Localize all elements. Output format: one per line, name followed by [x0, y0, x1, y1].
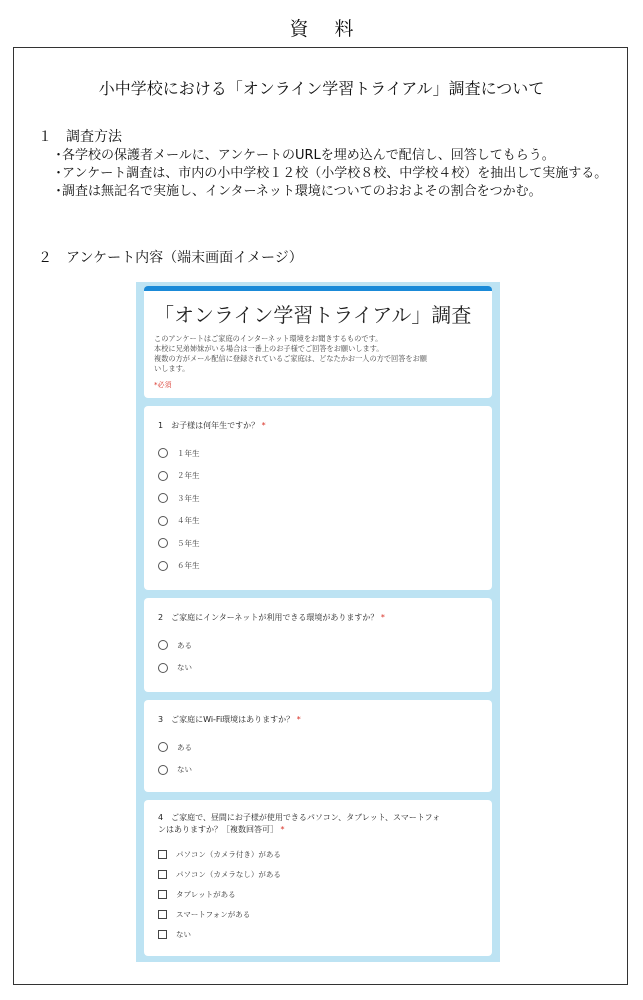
- form-header-card: [144, 286, 492, 398]
- question-title: 4 ご家庭で、昼間にお子様が使用できるパソコン、タブレット、スマートフォ ンはありますか？［複数回答可］ *: [158, 813, 441, 834]
- required-note: *必須: [154, 381, 172, 389]
- radio-option[interactable]: ない: [158, 759, 478, 782]
- section2-title: ２ アンケート内容（端末画面イメージ）: [38, 250, 303, 266]
- radio-option[interactable]: ある: [158, 634, 478, 657]
- radio-button[interactable]: [158, 448, 168, 458]
- radio-option[interactable]: ある: [158, 736, 478, 759]
- checkbox[interactable]: [158, 930, 167, 939]
- survey-form-image: [136, 282, 500, 962]
- section1-bullets: [52, 147, 612, 201]
- checkbox[interactable]: [158, 890, 167, 899]
- radio-button[interactable]: [158, 640, 168, 650]
- form-title: 「オンライン学習トライアル」調査: [154, 303, 472, 327]
- checkbox-option[interactable]: ない: [158, 925, 478, 945]
- radio-button[interactable]: [158, 663, 168, 673]
- question-card-2: [144, 598, 492, 692]
- document-heading: 小中学校における「オンライン学習トライアル」調査について: [98, 79, 545, 98]
- radio-option[interactable]: ４年生: [158, 510, 478, 533]
- bullet-item: ・ 各学校の保護者メールに、アンケートのURLを埋め込んで配信し、回答してもらう。: [52, 148, 555, 163]
- section1-title: １ 調査方法: [38, 129, 122, 145]
- checkbox[interactable]: [158, 870, 167, 879]
- question-card-3: [144, 700, 492, 792]
- question-title: 3 ご家庭にWi-Fi環境はありますか？ *: [158, 715, 301, 724]
- checkbox[interactable]: [158, 850, 167, 859]
- radio-option[interactable]: ３年生: [158, 487, 478, 510]
- form-description: このアンケートはご家庭のインターネット環境をお聞きするものです。 本校に兄弟姉妹がいる場合は一番上のお子様でご回答をお願いします。 複数の方がメール配信に登録されているご家庭は、どなたかお一人の方で回答をお願 いします。: [154, 334, 427, 373]
- checkbox-option[interactable]: タブレットがある: [158, 884, 478, 904]
- radio-button[interactable]: [158, 471, 168, 481]
- checkbox-option[interactable]: スマートフォンがある: [158, 905, 478, 925]
- radio-option[interactable]: ２年生: [158, 465, 478, 488]
- radio-option[interactable]: ５年生: [158, 532, 478, 555]
- bullet-item: ・ アンケート調査は、市内の小中学校１２校（小学校８校、中学校４校）を抽出して実施する。: [52, 166, 608, 181]
- checkbox-option[interactable]: パソコン（カメラ付き）がある: [158, 844, 478, 864]
- checkbox-option[interactable]: パソコン（カメラなし）がある: [158, 864, 478, 884]
- question-card-4: [144, 800, 492, 956]
- radio-button[interactable]: [158, 765, 168, 775]
- bullet-item: ・ 調査は無記名で実施し、インターネット環境についてのおおよその割合をつかむ。: [52, 184, 542, 199]
- question-title: 2 ご家庭にインターネットが利用できる環境がありますか？ *: [158, 613, 385, 622]
- question-card-1: [144, 406, 492, 590]
- radio-button[interactable]: [158, 561, 168, 571]
- radio-option[interactable]: ない: [158, 657, 478, 680]
- radio-button[interactable]: [158, 516, 168, 526]
- radio-button[interactable]: [158, 742, 168, 752]
- radio-option[interactable]: ６年生: [158, 555, 478, 578]
- question-title: 1 お子様は何年生ですか？ *: [158, 421, 266, 430]
- radio-option[interactable]: １年生: [158, 442, 478, 465]
- document-label: 資料: [289, 18, 380, 40]
- radio-button[interactable]: [158, 538, 168, 548]
- radio-button[interactable]: [158, 493, 168, 503]
- checkbox[interactable]: [158, 910, 167, 919]
